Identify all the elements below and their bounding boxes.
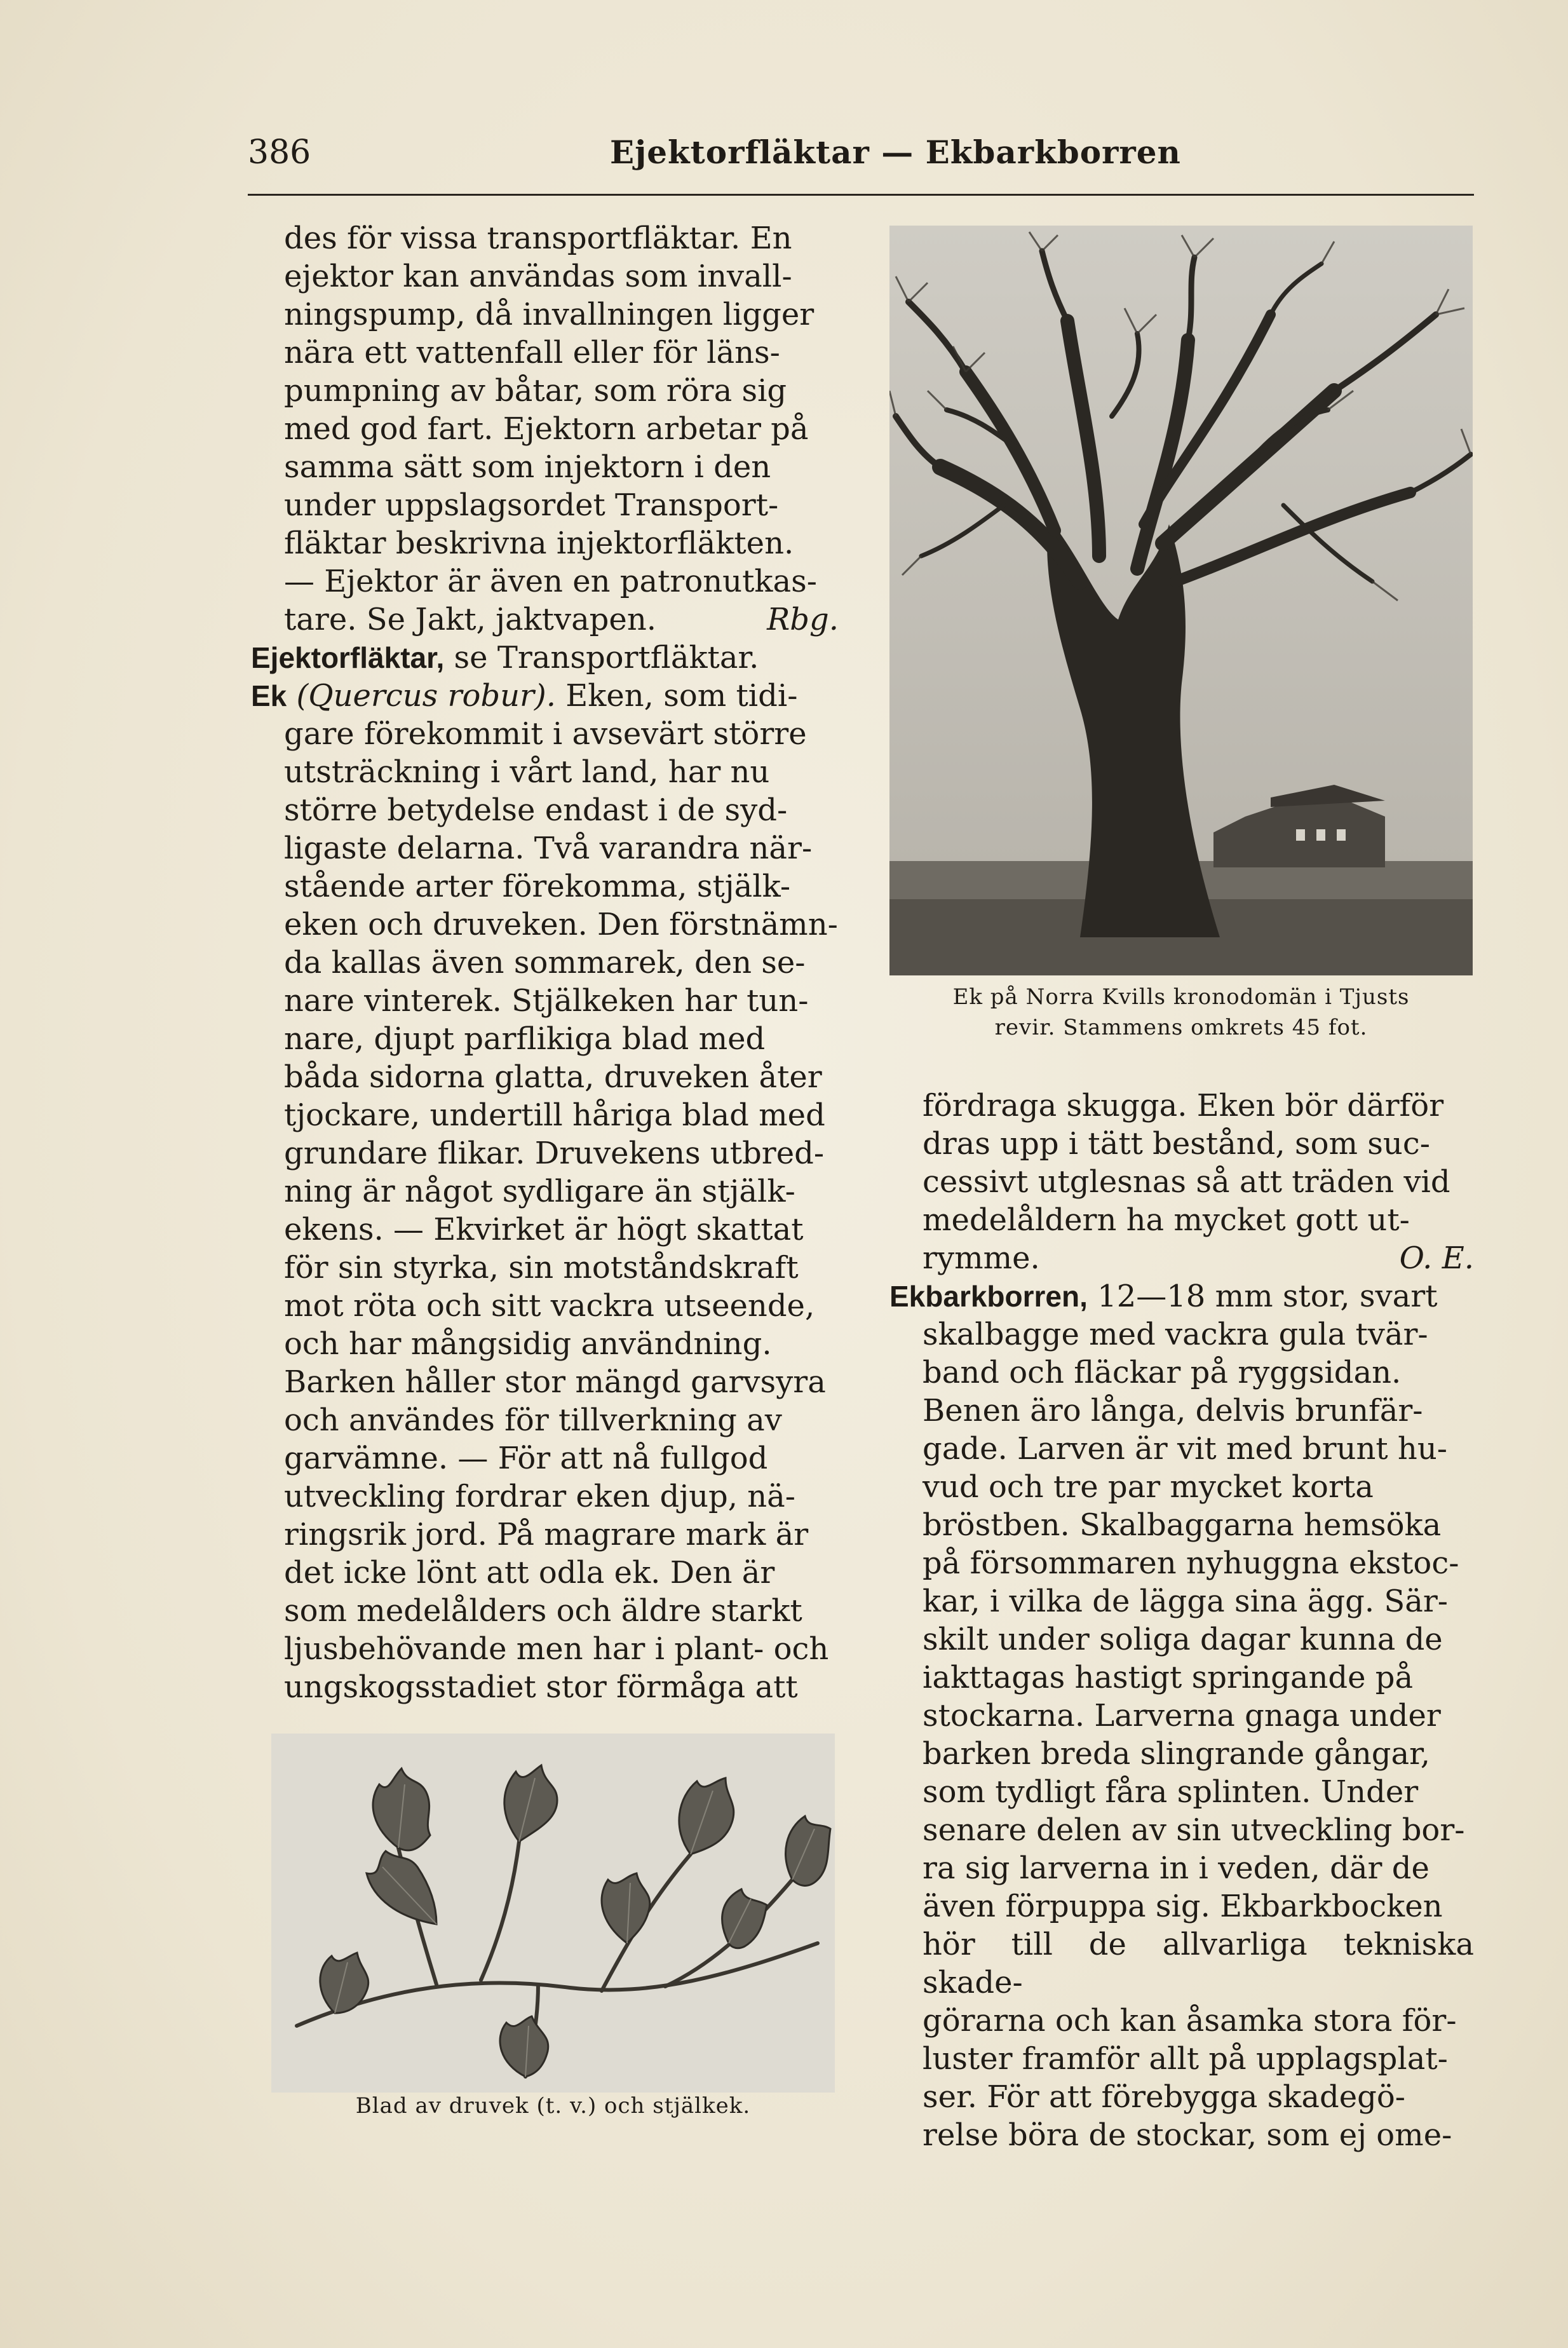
text-line: båda sidorna glatta, druveken åter — [284, 1059, 822, 1095]
right-column — [889, 1087, 1474, 2154]
entry-ek — [251, 677, 839, 1706]
text-line — [251, 601, 839, 639]
text-line: garvämne. — För att nå fullgod — [284, 1441, 768, 1476]
text-line: ra sig larverna in i veden, där de — [923, 1850, 1429, 1886]
text-span: 12—18 mm stor, svart — [1087, 1279, 1438, 1314]
text-line: även förpuppa sig. Ekbarkbocken — [923, 1889, 1443, 1924]
text-line: dras upp i tätt bestånd, som suc- — [923, 1126, 1430, 1162]
text-line: på försommaren nyhuggna ekstoc- — [923, 1545, 1459, 1581]
text-line: ljusbehövande men har i plant- och — [284, 1631, 829, 1667]
text-line: för sin styrka, sin motståndskraft — [284, 1250, 799, 1286]
text-line: ringsrik jord. På magrare mark är — [284, 1517, 809, 1552]
text-span: Eken, som tidi- — [555, 678, 798, 714]
tree-photo-caption — [889, 982, 1473, 1043]
text-line: bröstben. Skalbaggarna hemsöka — [923, 1507, 1442, 1543]
text-line: tjockare, undertill håriga blad med — [284, 1097, 825, 1133]
text-line: görarna och kan åsamka stora för- — [923, 2003, 1457, 2039]
entry-ejektor-continuation — [251, 219, 839, 639]
text-line: hör till de allvarliga tekniska skade- — [923, 1927, 1474, 2000]
left-column — [251, 219, 839, 1706]
entry-lemma: Ejektorfläktar, — [251, 641, 445, 674]
leaves-photo-caption: Blad av druvek (t. v.) och stjälkek. — [355, 2093, 751, 2119]
text-line — [889, 1277, 1474, 1315]
text-line: des för vissa transportfläktar. En — [284, 221, 792, 256]
text-line: eken och druveken. Den förstnämn- — [284, 907, 838, 942]
text-line: ungskogsstadiet stor förmåga att — [284, 1669, 798, 1705]
text-line: ning är något sydligare än stjälk- — [284, 1174, 795, 1209]
entry-ek-continuation — [889, 1087, 1474, 1277]
text-line: ekens. — Ekvirket är högt skattat — [284, 1212, 804, 1247]
text-line: och användes för tillverkning av — [284, 1402, 782, 1438]
text-line: samma sätt som injektorn i den — [284, 449, 771, 485]
text-line: cessivt utglesnas så att träden vid — [923, 1164, 1450, 1200]
text-line: gade. Larven är vit med brunt hu- — [923, 1431, 1447, 1467]
text-span: rymme. — [923, 1240, 1040, 1276]
text-line: ejektor kan användas som invall- — [284, 259, 792, 294]
text-line: relse böra de stockar, som ej ome- — [923, 2117, 1452, 2153]
page-header — [248, 133, 1474, 172]
text-line: skalbagge med vackra gula tvär- — [923, 1317, 1428, 1352]
text-line: band och fläckar på ryggsidan. — [923, 1355, 1402, 1390]
text-line: gare förekommit i avsevärt större — [284, 716, 807, 752]
entry-lemma: Ek — [251, 679, 287, 712]
caption-line: revir. Stammens omkrets 45 fot. — [994, 1015, 1368, 1040]
text-line: medelåldern ha mycket gott ut- — [923, 1202, 1410, 1238]
author-signature: O. E. — [1399, 1240, 1474, 1276]
text-line: nära ett vattenfall eller för läns- — [284, 335, 780, 370]
text-line: fläktar beskrivna injektorfläkten. — [284, 526, 794, 561]
text-line: med god fart. Ejektorn arbetar på — [284, 411, 809, 447]
text-line: utsträckning i vårt land, har nu — [284, 754, 770, 790]
text-line: vud och tre par mycket korta — [923, 1469, 1374, 1505]
header-rule — [248, 194, 1474, 196]
text-line: som tydligt fåra splinten. Under — [923, 1774, 1419, 1810]
text-line: iakttagas hastigt springande på — [923, 1660, 1414, 1695]
text-line: mot röta och sitt vackra utseende, — [284, 1288, 815, 1324]
entry-text: se Transportfläktar. — [444, 640, 759, 675]
text-line — [251, 677, 839, 715]
oak-tree-photo — [889, 226, 1473, 975]
text-line: det icke lönt att odla ek. Den är — [284, 1555, 775, 1591]
text-line: stockarna. Larverna gnaga under — [923, 1698, 1441, 1734]
page-number: 386 — [248, 133, 311, 172]
text-line: barken breda slingrande gångar, — [923, 1736, 1431, 1772]
text-line: större betydelse endast i de syd- — [284, 792, 788, 828]
text-line: — Ejektor är även en patronutkas- — [284, 564, 817, 599]
text-line: under uppslagsordet Transport- — [284, 487, 779, 523]
running-head: Ejektorfläktar — Ekbarkborren — [610, 133, 1181, 171]
entry-ekbarkborren — [889, 1277, 1474, 2154]
text-line: nare, djupt parflikiga blad med — [284, 1021, 766, 1057]
caption-line: Ek på Norra Kvills kronodomän i Tjusts — [952, 984, 1410, 1010]
text-line: Barken håller stor mängd garvsyra — [284, 1364, 826, 1400]
text-line: Benen äro långa, delvis brunfär- — [923, 1393, 1423, 1428]
oak-leaves-photo — [271, 1734, 835, 2093]
text-line: nare vinterek. Stjälkeken har tun- — [284, 983, 809, 1019]
text-line: grundare flikar. Druvekens utbred- — [284, 1136, 825, 1171]
text-line: och har mångsidig användning. — [284, 1326, 772, 1362]
text-line: stående arter förekomma, stjälk- — [284, 869, 791, 904]
text-line — [889, 1239, 1474, 1277]
entry-ejektorflaktar — [251, 639, 839, 677]
text-line: ser. För att förebygga skadegö- — [923, 2079, 1405, 2115]
text-line: som medelålders och äldre starkt — [284, 1593, 802, 1629]
entry-lemma: Ekbarkborren, — [889, 1280, 1088, 1313]
text-line: ningspump, då invallningen ligger — [284, 297, 814, 332]
author-signature: Rbg. — [767, 602, 839, 637]
oak-leaves-illustration — [271, 1734, 835, 2093]
text-line: ligaste delarna. Två varandra när- — [284, 831, 813, 866]
text-line: fördraga skugga. Eken bör därför — [923, 1088, 1444, 1123]
text-line: kar, i vilka de lägga sina ägg. Sär- — [923, 1584, 1448, 1619]
text-span: tare. Se Jakt, jaktvapen. — [284, 602, 656, 637]
text-line: pumpning av båtar, som röra sig — [284, 373, 787, 409]
text-line: utveckling fordrar eken djup, nä- — [284, 1479, 795, 1514]
latin-name: (Quercus robur). — [287, 678, 556, 714]
text-line: senare delen av sin utveckling bor- — [923, 1812, 1465, 1848]
text-line: skilt under soliga dagar kunna de — [923, 1622, 1443, 1657]
text-line: luster framför allt på upplagsplat- — [923, 2041, 1448, 2077]
text-line: da kallas även sommarek, den se- — [284, 945, 806, 981]
oak-tree-illustration — [889, 226, 1473, 975]
